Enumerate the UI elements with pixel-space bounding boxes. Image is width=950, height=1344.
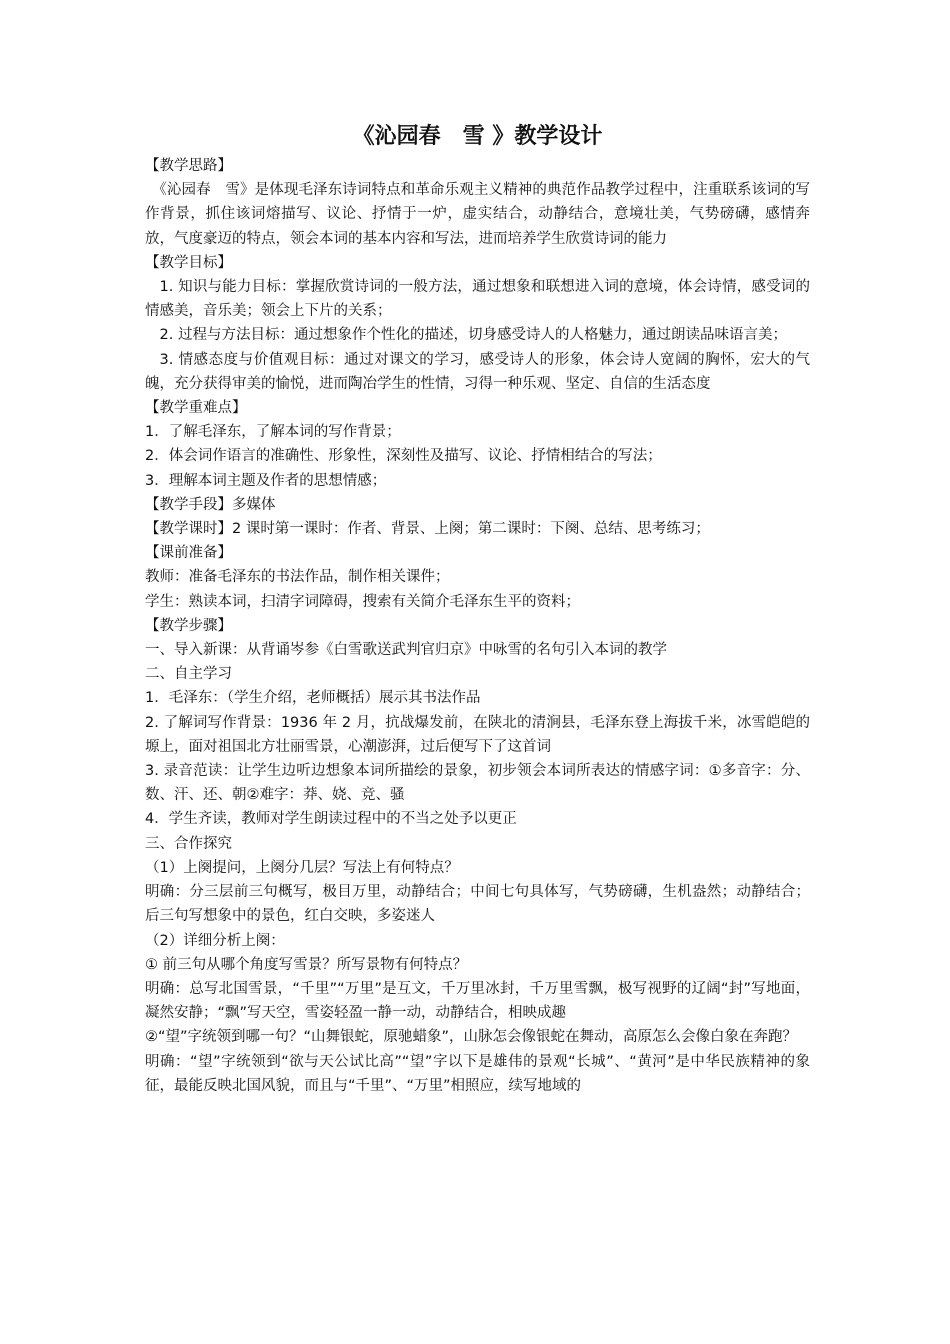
paragraph: 明确：总写北国雪景，“千里”“万里”是互文，千万里冰封，千万里雪飘，极写视野的辽阔“封”写地面，凝然安静；“飘”写天空，雪姿轻盈一静一动，动静结合，相映成趣 xyxy=(145,980,810,1022)
paragraph: 3. 情感态度与价值观目标：通过对课文的学习，感受诗人的形象，体会诗人宽阔的胸怀，宏大的气魄，充分获得审美的愉悦，进而陶冶学生的性情，习得一种乐观、坚定、自信的生活态度 xyxy=(145,351,810,392)
paragraph: 【课前准备】 xyxy=(145,545,232,562)
paragraph: （2）详细分析上阕： xyxy=(145,932,285,949)
paragraph: 2. 过程与方法目标：通过想象作个性化的描述，切身感受诗人的人格魅力，通过朗读品味语言美； xyxy=(159,327,787,344)
paragraph: 1．了解毛泽东，了解本词的写作背景； xyxy=(145,424,401,441)
page-title: 《沁园春 雪 》教学设计 xyxy=(352,124,603,149)
paragraph: 一、导入新课：从背诵岑参《白雪歌送武判官归京》中咏雪的名句引入本词的教学 xyxy=(145,642,667,659)
paragraph: 2．体会词作语言的准确性、形象性，深刻性及描写、议论、抒情相结合的写法； xyxy=(145,448,662,465)
paragraph: 《沁园春 雪》是体现毛泽东诗词特点和革命乐观主义精神的典范作品教学过程中，注重联系该词的写作背景，抓住该词熔描写、议论、抒情于一炉，虚实结合，动静结合，意境壮美，气势磅礴，感情奔放，气度豪迈的特点，领会本词的基本内容和写法，进而培养学生欣赏诗词的能力 xyxy=(145,182,810,247)
paragraph: 2. 了解词写作背景：1936 年 2 月，抗战爆发前，在陕北的清涧县，毛泽东登上海拔千米，冰雪皑皑的塬上，面对祖国北方壮丽雪景，心潮澎湃，过后便写下了这首词 xyxy=(145,714,810,755)
paragraph: 三、合作探究 xyxy=(145,835,232,852)
paragraph: 4．学生齐读，教师对学生朗读过程中的不当之处予以更正 xyxy=(145,811,517,828)
paragraph: 【教学重难点】 xyxy=(145,400,247,417)
paragraph: 明确：分三层前三句概写，极目万里，动静结合；中间七句具体写，气势磅礴，生机盎然；动静结合；后三句写想象中的景色，红白交映，多姿迷人 xyxy=(145,884,810,925)
paragraph: 【教学步骤】 xyxy=(145,617,232,634)
paragraph: （1）上阕提问，上阕分几层？写法上有何特点？ xyxy=(145,859,459,876)
paragraph: 明确：“望”字统领到“欲与天公试比高”“望”字以下是雄伟的景观“长城”、“黄河”是中华民族精神的象征，最能反映北国风貌，而且与“千里”、“万里”相照应，续写地域的 xyxy=(145,1053,810,1094)
paragraph: 【教学思路】 xyxy=(145,158,232,174)
paragraph: 1. 知识与能力目标：掌握欣赏诗词的一般方法，通过想象和联想进入词的意境，体会诗情，感受词的情感美，音乐美；领会上下片的关系； xyxy=(145,279,810,320)
document-body xyxy=(145,154,810,1098)
paragraph: 1．毛泽东：（学生介绍，老师概括）展示其书法作品 xyxy=(145,690,481,707)
paragraph: 3．理解本词主题及作者的思想情感； xyxy=(145,472,387,489)
paragraph: 3. 录音范读：让学生边听边想象本词所描绘的景象，初步领会本词所表达的情感字词：①多音字：分、数、汗、还、朝②难字：莽、娆、竞、骚 xyxy=(145,763,810,804)
paragraph: 教师：准备毛泽东的书法作品，制作相关课件； xyxy=(145,569,450,586)
paragraph: 二、自主学习 xyxy=(145,666,232,683)
paragraph: 【教学目标】 xyxy=(145,254,232,271)
document-page xyxy=(145,120,810,1098)
paragraph: ②“望”字统领到哪一句？“山舞银蛇，原驰蜡象”，山脉怎会像银蛇在舞动，高原怎么会像白象在奔跑？ xyxy=(145,1029,798,1046)
paragraph: 学生：熟读本词，扫清字词障碍，搜索有关简介毛泽东生平的资料； xyxy=(145,593,580,610)
paragraph: ① 前三句从哪个角度写雪景？所写景物有何特点？ xyxy=(145,956,468,973)
paragraph: 【教学手段】多媒体 xyxy=(145,496,276,513)
paragraph: 【教学课时】2 课时第一课时：作者、背景、上阕；第二课时：下阕、总结、思考练习； xyxy=(145,521,710,538)
